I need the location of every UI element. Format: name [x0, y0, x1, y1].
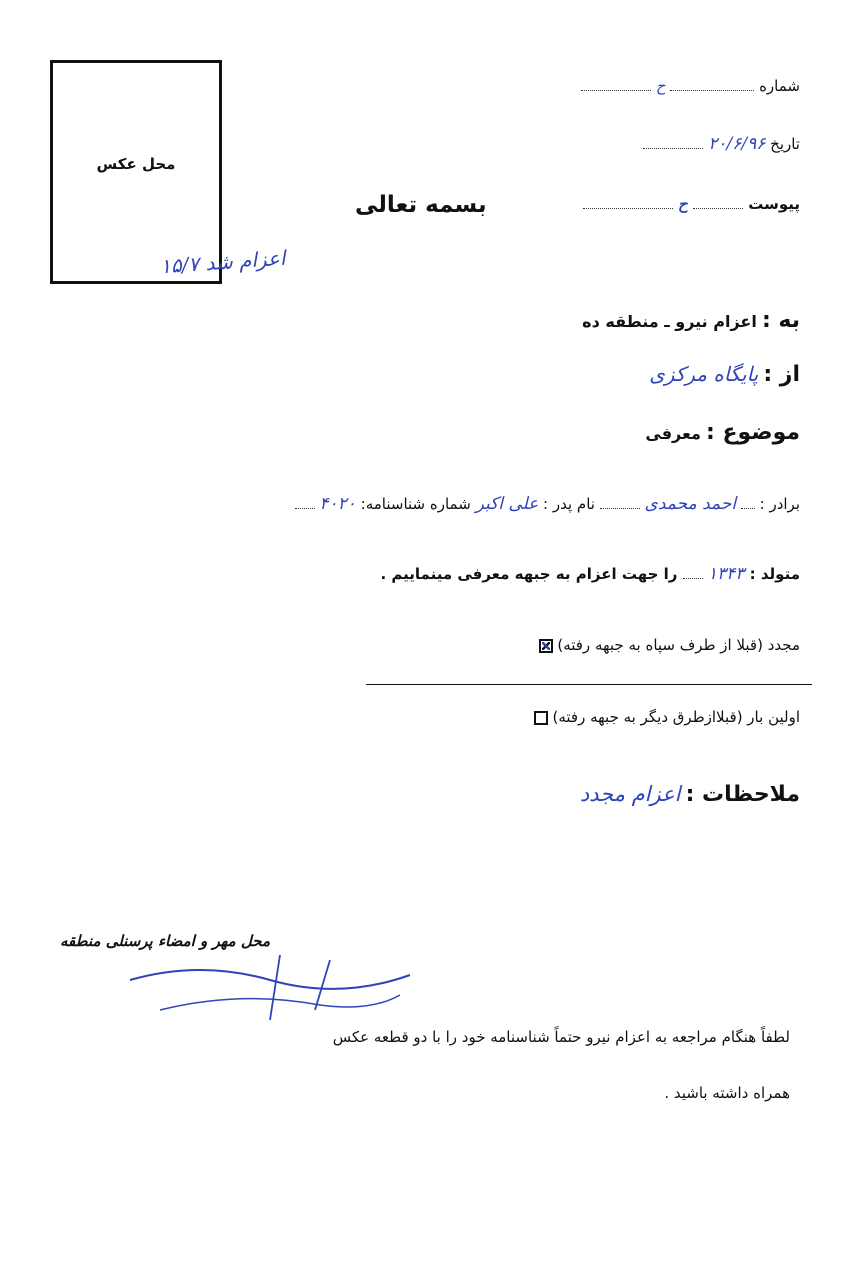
brother-label: برادر : [759, 495, 800, 513]
footer-line-2: همراه داشته باشید . [664, 1084, 790, 1102]
birth-line [380, 564, 800, 584]
subject-label: موضوع : [706, 420, 800, 445]
id-value: ۴۰۲۰ [319, 494, 356, 514]
father-value: علی اکبر [475, 494, 539, 514]
attachment-value: ح [678, 195, 688, 213]
option-repeat-label: مجدد (قبلا از طرف سپاه به جبهه رفته) [557, 636, 800, 654]
option-first-time-label: اولین بار (قبلاازطرق دیگر به جبهه رفته) [552, 708, 800, 726]
date-value: ۲۰/۶/۹۶ [708, 134, 766, 154]
recipient-value: اعزام نیرو ـ منطقه ده [582, 312, 757, 331]
subject-value: معرفی [645, 424, 701, 443]
handwritten-note: اعزام شد ۱۵/۷ [159, 245, 287, 279]
remarks-value: اعزام مجدد [579, 782, 681, 806]
brother-line [295, 494, 800, 514]
subject-line [645, 420, 800, 445]
sender-label: از : [763, 362, 800, 387]
father-label: نام پدر : [543, 495, 595, 513]
recipient-line [582, 308, 800, 333]
option-repeat-checkbox[interactable] [539, 639, 553, 653]
option-first-time [524, 708, 800, 726]
number-label: شماره [759, 77, 800, 95]
option-first-time-checkbox[interactable] [534, 711, 548, 725]
sender-value: پایگاه مرکزی [649, 362, 759, 386]
document-title: بسمه تعالی [355, 192, 487, 218]
brother-name-value: احمد محمدی [644, 494, 737, 514]
id-label: شماره شناسنامه: [360, 495, 471, 513]
sender-line [649, 362, 800, 387]
number-value: ح [655, 77, 666, 95]
signature-scribble [120, 950, 420, 1030]
attachment-field [583, 194, 800, 213]
remarks-label: ملاحظات : [685, 782, 800, 807]
attachment-label: پیوست [748, 195, 800, 213]
photo-box-label: محل عکس [96, 155, 176, 173]
divider [366, 684, 812, 685]
footer-line-1: لطفاً هنگام مراجعه به اعزام نیرو حتماً شناسنامه خود را با دو قطعه عکس [332, 1028, 790, 1046]
signature-area-label: محل مهر و امضاء پرسنلی منطقه [60, 932, 270, 950]
birth-label: متولد : [749, 565, 800, 583]
option-repeat [529, 636, 800, 654]
birth-text: را جهت اعزام به جبهه معرفی مینماییم . [380, 565, 678, 583]
date-label: تاریخ [770, 135, 800, 153]
recipient-label: به : [761, 308, 800, 333]
date-field [643, 134, 800, 154]
number-field [581, 76, 800, 95]
photo-box [50, 60, 222, 284]
remarks-line [580, 782, 800, 807]
birth-value: ۱۳۴۳ [707, 564, 745, 584]
